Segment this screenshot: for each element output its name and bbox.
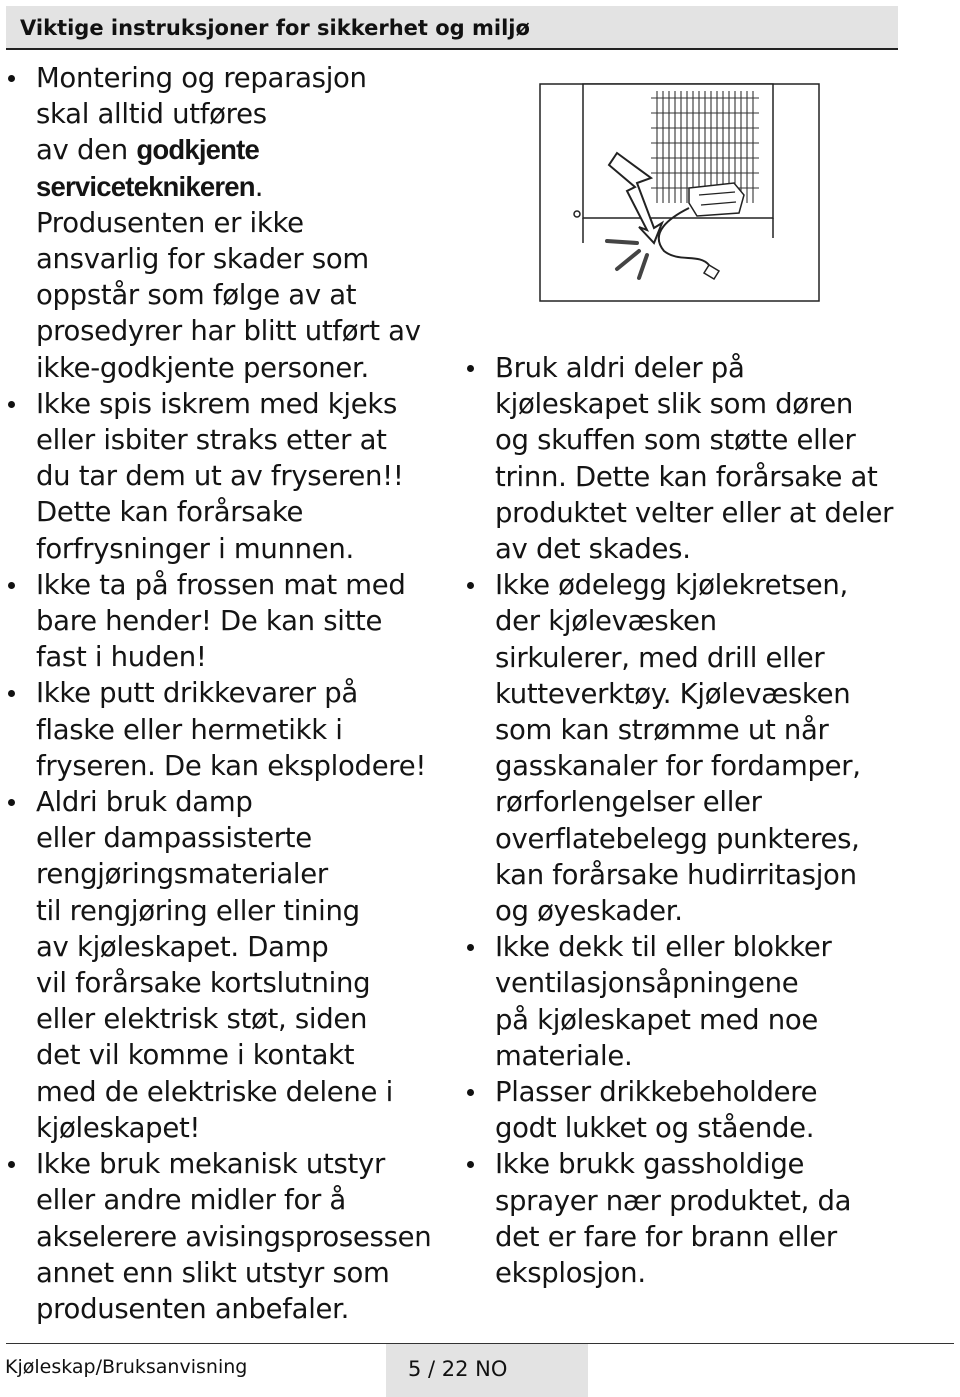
text-line: det vil komme i kontakt (36, 1039, 355, 1072)
list-item (36, 386, 456, 567)
list-item (36, 784, 456, 1146)
text-line: Plasser drikkebeholdere (495, 1076, 818, 1109)
text-line: bare hender! De kan sitte (36, 605, 383, 638)
list-item (495, 567, 955, 929)
text-line: Ikke ta på frossen mat med (36, 568, 406, 601)
text-line: fryseren. De kan eksplodere! (36, 749, 427, 782)
text-line: Produsenten er ikke (36, 206, 304, 239)
text-line: du tar dem ut av fryseren!! (36, 460, 404, 493)
text-line: eksplosjon. (495, 1257, 646, 1290)
text-line: eller isbiter straks etter at (36, 424, 387, 457)
text-line: gasskanaler for fordamper, (495, 750, 861, 783)
text-line (36, 132, 456, 168)
list-item (36, 675, 456, 784)
text-line: kutteverktøy. Kjølevæsken (495, 677, 851, 710)
text-line: forfrysninger i munnen. (36, 532, 354, 565)
text-line: det er fare for brann eller (495, 1220, 837, 1253)
text-line (36, 169, 456, 205)
text-line: ansvarlig for skader som (36, 243, 369, 276)
refrigerator-electrical-hazard-icon (539, 83, 820, 302)
text-line: materiale. (495, 1039, 633, 1072)
text-line: prosedyrer har blitt utført av (36, 315, 421, 348)
text-line: Ikke spis iskrem med kjeks (36, 387, 398, 420)
text-line: av det skades. (495, 533, 691, 566)
text-line: eller andre midler for å (36, 1184, 346, 1217)
text-line: på kjøleskapet med noe (495, 1003, 818, 1036)
bold-text: godkjente (136, 134, 260, 166)
text-line: som kan strømme ut når (495, 714, 829, 747)
text-line: akselerere avisingsprosessen (36, 1220, 432, 1253)
text-line: sprayer nær produktet, da (495, 1184, 852, 1217)
text-line: og skuffen som støtte eller (495, 424, 856, 457)
text-line: av kjøleskapet. Damp (36, 930, 329, 963)
text-line: Aldri bruk damp (36, 786, 253, 819)
text-line: produsenten anbefaler. (36, 1292, 350, 1325)
text-line: trinn. Dette kan forårsake at (495, 460, 878, 493)
left-instruction-list (36, 60, 456, 1327)
text-line: eller dampassisterte (36, 822, 312, 855)
list-item (495, 929, 955, 1074)
list-item (495, 1146, 955, 1291)
list-item (36, 567, 456, 676)
page-number: 5 / 22 NO (408, 1357, 508, 1381)
text-line: overflatebelegg punkteres, (495, 822, 860, 855)
text-line: kjøleskapet slik som døren (495, 388, 853, 421)
text-line: produktet velter eller at deler (495, 496, 894, 529)
page-number-box (386, 1344, 588, 1397)
text-segment: . (254, 170, 264, 203)
text-line: oppstår som følge av at (36, 279, 357, 312)
list-item (495, 350, 955, 567)
text-line: sirkulerer, med drill eller (495, 641, 825, 674)
text-line: Ikke ødelegg kjølekretsen, (495, 569, 848, 602)
text-line: til rengjøring eller tining (36, 894, 360, 927)
text-line: der kjølevæsken (495, 605, 717, 638)
text-line: rengjøringsmaterialer (36, 858, 328, 891)
text-line: ventilasjonsåpningene (495, 967, 799, 1000)
text-line: kan forårsake hudirritasjon (495, 858, 857, 891)
list-item (36, 60, 456, 386)
list-item (495, 1074, 955, 1146)
text-line: med de elektriske delene i (36, 1075, 393, 1108)
bold-text: serviceteknikeren (36, 170, 255, 202)
section-title: Viktige instruksjoner for sikkerhet og miljø (20, 16, 530, 40)
text-line: skal alltid utføres (36, 98, 267, 131)
text-line: Bruk aldri deler på (495, 352, 745, 384)
text-line: Montering og reparasjon (36, 62, 367, 94)
section-header (6, 6, 898, 50)
text-line: ikke-godkjente personer. (36, 351, 369, 384)
text-line: Ikke putt drikkevarer på (36, 677, 358, 710)
text-line: fast i huden! (36, 641, 207, 674)
text-line: flaske eller hermetikk i (36, 713, 343, 746)
list-item (36, 1146, 456, 1327)
text-line: rørforlengelser eller (495, 786, 762, 819)
text-line: Ikke dekk til eller blokker (495, 931, 832, 964)
right-instruction-list (495, 350, 955, 1291)
text-line: annet enn slikt utstyr som (36, 1256, 390, 1289)
text-line: eller elektrisk støt, siden (36, 1003, 368, 1036)
text-line: og øyeskader. (495, 895, 683, 928)
text-line: godt lukket og stående. (495, 1112, 815, 1145)
text-line: vil forårsake kortslutning (36, 967, 371, 1000)
text-segment: av den (36, 134, 137, 167)
text-line: kjøleskapet! (36, 1111, 201, 1144)
footer-manual-title: Kjøleskap/Bruksanvisning (5, 1356, 248, 1378)
text-line: Ikke bruk mekanisk utstyr (36, 1148, 385, 1181)
text-line: Ikke brukk gassholdige (495, 1148, 805, 1181)
text-line: Dette kan forårsake (36, 496, 304, 529)
